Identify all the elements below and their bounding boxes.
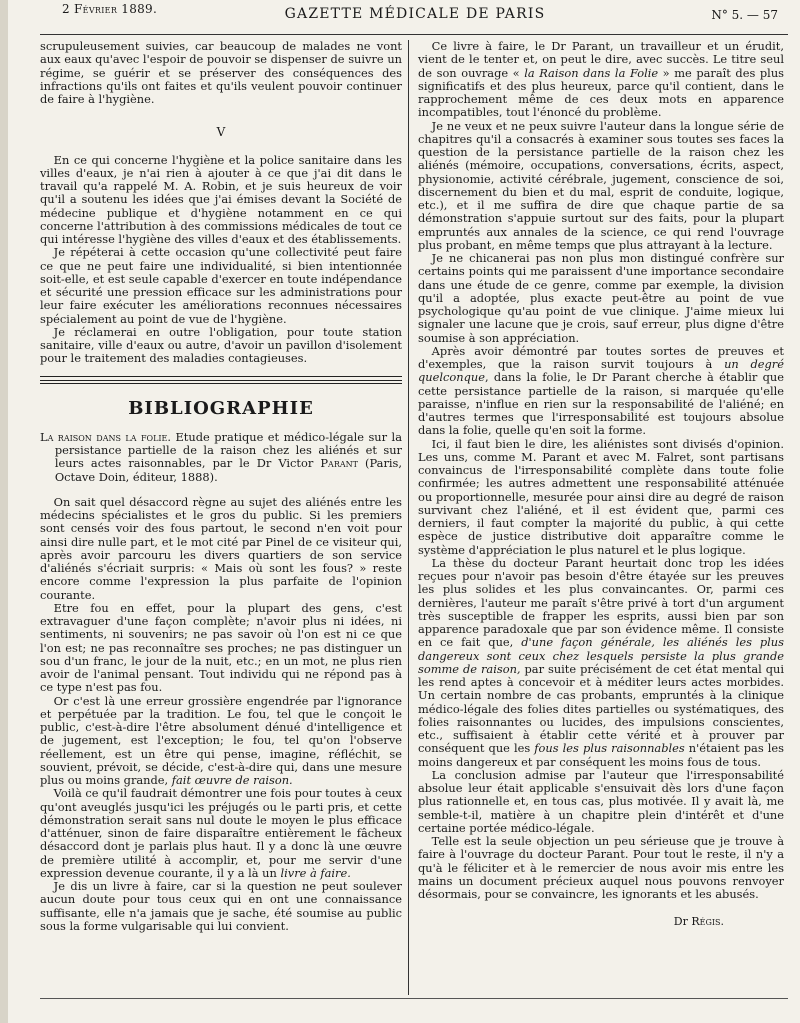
- footer-rule: [40, 998, 788, 999]
- paragraph: En ce qui concerne l'hygiène et la police sanitaire dans les villes d'eaux, je n'ai rien à ajouter à ce que j'ai dit dans le travail qu'a rappelé M. A. Robin, et je suis heureux de voir qu'il a soutenu les idées que j'ai émises devant la Société de médecine publique et d'hygiène notamment en ce qui concerne l'attribution à des commissions médicales de tout ce qui intéresse l'hygiène des villes d'eaux et des établissements.: [40, 152, 402, 246]
- book-publisher: (Paris, Octave Doin, éditeur, 1888).: [54, 456, 402, 484]
- paragraph: Je ne chicanerai pas non plus mon distingué confrère sur certains points qui me paraissent d'une importance secondaire dans une étude de ce genre, comme par exemple, la division qu'il a adoptée, plus exacte peut-être au point de vue psychologique qu'au point de vue clinique. J'aime mieux lui signaler une lacune que je crois, sauf erreur, plus digne d'être soumise à son appréciation.: [418, 251, 784, 345]
- book-reference: [40, 431, 402, 484]
- paragraph: Telle est la seule objection un peu sérieuse que je trouve à faire à l'ouvrage du docteur Parant. Pour tout le reste, il n'y a qu'à le féliciter et à le remercier de nous avoir mis entre les mains un document précieux auquel nous pouvons renvoyer désormais, pour se convaincre, les ignorants et les abusés.: [418, 834, 784, 901]
- book-title: La raison dans la folie.: [40, 429, 172, 444]
- paragraph: Voilà ce qu'il faudrait démontrer une fois pour toutes à ceux qu'ont aveuglés jusqu'ici les préjugés ou le parti pris, et cette démonstration serait sans nul doute le moyen le plus efficace d'atténuer, sinon de faire disparaître entièrement le fâcheux désaccord dont je parlais plus haut. Il y a donc là une œuvre de première utilité à accomplir, et, pour me servir d'une expression devenue courante, il y a là un livre à faire.: [40, 786, 402, 880]
- paragraph: On sait quel désaccord règne au sujet des aliénés entre les médecins spécialistes et le gros du public. Si les premiers sont censés voir des fous partout, le second n'en voit pour ainsi dire nulle part, et le mot cité par Pinel de ce visiteur qui, après avoir parcouru les divers quartiers de son service d'aliénés s'écriait surpris: « Mais où sont les fous? » reste encore comme l'expression la plus parfaite de l'opinion courante.: [40, 494, 402, 602]
- book-description: Etude pratique et médico-légale sur la persistance partielle de la raison chez les aliénés et sur leurs actes raisonnables, par le Dr Victor: [54, 429, 402, 471]
- book-author: Parant: [320, 456, 358, 471]
- header-rule: [40, 34, 788, 35]
- paragraph: La thèse du docteur Parant heurtait donc trop les idées reçues pour n'avoir pas besoin d'être étayée sur les preuves les plus solides et les plus convaincantes. Or, parmi ces dernières, l'auteur me paraît s'être privé à tort d'un argument très susceptible de frapper les esprits, aussi bien par son apparence paradoxale que par son évidence même. Il consiste en ce fait que, d'une façon générale, les aliénés les plus dangereux sont ceux chez lesquels persiste la plus grande somme de raison, par suite précisément de cet état mental qui les rend aptes à concevoir et à méditer leurs actes morbides. Un certain nombre de cas probants, empruntés à la clinique médico-légale des folies dites partielles ou systématiques, des folies raisonnantes ou lucides, des impulsions conscientes, etc., suffisaient à établir cette vérité et à prouver par conséquent que les fous les plus raisonnables n'étaient pas les moins dangereux et par conséquent les moins fous de tous.: [418, 555, 784, 769]
- section-heading: BIBLIOGRAPHIE: [128, 397, 314, 419]
- paragraph: Je répéterai à cette occasion qu'une collectivité peut faire ce que ne peut faire une individualité, si bien intentionnée soit-elle, et est seule capable d'exercer en toute indépendance et sécurité une pression efficace sur les administrations pour leur faire exécuter les améliorations reconnues nécessaires spécialement au point de vue de l'hygiène.: [40, 245, 402, 326]
- paragraph: Je dis un livre à faire, car si la question ne peut soulever aucun doute pour tous ceux qui en ont une connaissance suffisante, elle n'a jamais que je sache, été soumise au public sous la forme vulgarisable qui lui convient.: [40, 879, 402, 933]
- author-signature: Dr Régis.: [673, 915, 724, 929]
- column-divider: [408, 40, 409, 995]
- section-number: V: [216, 125, 226, 140]
- paragraph: Je réclamerai en outre l'obligation, pour toute station sanitaire, ville d'eaux ou autre, d'avoir un pavillon d'isolement pour le traitement des maladies contagieuses.: [40, 324, 402, 366]
- left-column: [40, 40, 402, 933]
- paragraph: Ce livre à faire, le Dr Parant, un travailleur et un érudit, vient de le tenter et, on peut le dire, avec succès. Le titre seul de son ouvrage « la Raison dans la Folie » me paraît des plus significatifs et des plus heureux, parce qu'il contient, dans le rapprochement même de ces deux mots en apparence incompatibles, tout l'énoncé du problème.: [418, 39, 784, 120]
- page-number: N° 5. — 57: [711, 8, 778, 22]
- paragraph: Etre fou en effet, pour la plupart des gens, c'est extravaguer d'une façon complète; n'avoir plus ni idées, ni sentiments, ni souvenirs; ne pas savoir où l'on est ni ce que l'on est; ne pas reconnaître ses proches; ne pas distinguer un sou d'un franc, le jour de la nuit, etc.; en un mot, ne plus rien avoir de l'animal pensant. Tout individu qui ne répond pas à ce type n'est pas fou.: [40, 600, 402, 695]
- paragraph: Ici, il faut bien le dire, les aliénistes sont divisés d'opinion. Les uns, comme M. Parant et avec M. Falret, sont partisans convaincus de l'irresponsabilité complète dans toute folie confirmée; les autres admettent une responsabilité atténuée ou proportionnelle, mesurée pour ainsi dire au degré de raison survivant chez l'aliéné, et il est évident que, parmi ces derniers, il faut compter la majorité du public, à qui cette espèce de justice distributive doit apparaître comme le système d'appréciation le plus naturel et le plus logique.: [418, 436, 784, 557]
- page-edge: [0, 0, 8, 1023]
- right-column: [418, 40, 784, 929]
- single-rule: [40, 383, 402, 384]
- paragraph: Après avoir démontré par toutes sortes de preuves et d'exemples, que la raison survit toujours à un degré quelconque, dans la folie, le Dr Parant cherche à établir que cette persistance partielle de la raison, si marquée qu'elle paraisse, n'influe en rien sur la responsabilité de l'aliéné; en d'autres termes que l'irresponsabilité est toujours absolue dans la folie, quelle qu'en soit la forme.: [418, 343, 784, 438]
- paragraph: Or c'est là une erreur grossière engendrée par l'ignorance et perpétuée par la tradition. Le fou, tel que le conçoit le public, c'est-à-dire l'être absolument dénué d'intelligence et de jugement, est l'exception; le fou, tel qu'on l'observe réellement, est un être qui pense, imagine, réfléchit, se souvient, prévoit, se décide, c'est-à-dire qui, dans une mesure plus ou moins grande, fait œuvre de raison.: [40, 693, 402, 787]
- issue-date: 2 Février 1889.: [62, 2, 158, 16]
- paragraph: Je ne veux et ne peux suivre l'auteur dans la longue série de chapitres qu'il a consacrés à examiner sous toutes ses faces la question de la persistance partielle de la raison chez les aliénés (mémoire, occupations, conversations, écrits, aspect, physionomie, activité cérébrale, jugement, conscience de soi, discernement du bien et du mal, esprit de conduite, logique, etc.), et il me suffira de dire que chaque partie de sa démonstration s'appuie surtout sur des faits, pour la plupart empruntés aux annales de la science, ce qui rend l'ouvrage plus probant, en même temps que plus attrayant à la lecture.: [418, 118, 784, 252]
- double-rule: [40, 376, 402, 381]
- journal-title: GAZETTE MÉDICALE DE PARIS: [284, 6, 546, 22]
- paragraph: La conclusion admise par l'auteur que l'irresponsabilité absolue leur était applicable s'ensuivait dès lors d'une façon plus rationnelle et, en tous cas, plus motivée. Il y avait là, me semble-t-il, matière à un chapitre plein d'intérêt et d'une certaine portée médico-légale.: [418, 767, 784, 835]
- paragraph: scrupuleusement suivies, car beaucoup de malades ne vont aux eaux qu'avec l'espoir de pouvoir se dispenser de suivre un régime, se guérir et se préserver des conséquences des infractions qu'ils ont faites et qu'ils veulent pouvoir continuer de faire à l'hygiène.: [40, 39, 402, 106]
- page-header: [40, 0, 790, 30]
